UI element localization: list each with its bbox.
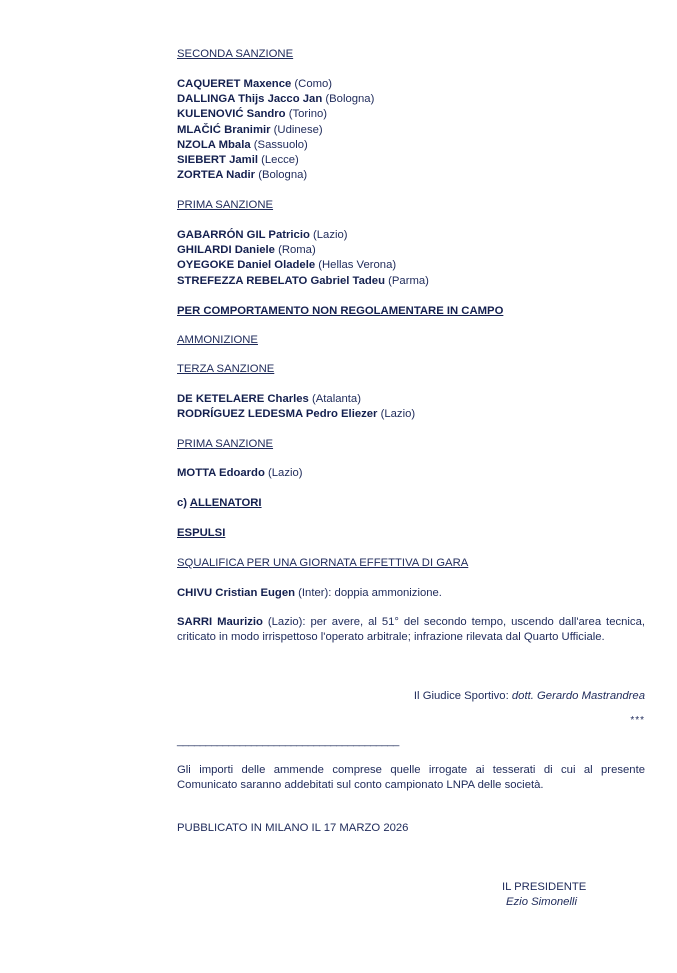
list-item — [177, 228, 429, 243]
list-item — [177, 168, 374, 183]
allenatori-label: ALLENATORI — [189, 497, 262, 509]
player-name: STREFEZZA REBELATO Gabriel Tadeu — [177, 274, 385, 287]
allenatori-prefix: c) — [177, 497, 188, 509]
list-item — [177, 407, 415, 422]
player-club: (Bologna) — [258, 169, 308, 182]
player-club: (Sassuolo) — [253, 138, 308, 151]
coach-name: SARRI Maurizio — [177, 616, 263, 628]
player-name: NZOLA Mbala — [177, 138, 251, 151]
presidente-name: Ezio Simonelli — [506, 896, 577, 908]
player-name: SIEBERT Jamil — [177, 153, 258, 166]
coach-name: CHIVU Cristian Eugen — [177, 587, 296, 599]
list-item — [177, 392, 415, 407]
list-item — [177, 243, 429, 258]
prima-sanzione-2-heading: PRIMA SANZIONE — [177, 438, 274, 450]
publication-date: PUBBLICATO IN MILANO IL 17 MARZO 2026 — [177, 822, 409, 834]
player-name: ZORTEA Nadir — [177, 169, 256, 182]
player-club: (Parma) — [388, 274, 429, 287]
player-club: (Lazio) — [313, 229, 348, 241]
list-item — [177, 77, 374, 92]
stars-divider: *** — [630, 715, 645, 726]
player-club: (Torino) — [288, 108, 328, 121]
player-name: MLAČIĆ Branimir — [177, 123, 271, 136]
allenatori-heading — [177, 496, 262, 511]
chivu-entry — [177, 586, 442, 601]
comportamento-heading: PER COMPORTAMENTO NON REGOLAMENTARE IN CAMPO — [177, 305, 504, 317]
list-item — [177, 123, 374, 138]
player-name: OYEGOKE Daniel Oladele — [177, 259, 316, 272]
ammende-note: Gli importi delle ammende comprese quelle irrogate ai tesserati di cui al presente Comunicato saranno addebitati sul conto campionato LNPA delle società. — [177, 764, 645, 792]
player-club: (Roma) — [278, 244, 316, 257]
terza-sanzione-heading: TERZA SANZIONE — [177, 363, 275, 375]
list-item — [177, 258, 429, 273]
player-name: MOTTA Edoardo — [177, 467, 265, 479]
list-item — [177, 274, 429, 289]
player-club: (Bologna) — [325, 93, 375, 106]
terza-sanzione-list — [177, 392, 415, 422]
player-club: (Hellas Verona) — [318, 259, 397, 272]
squalifica-heading: SQUALIFICA PER UNA GIORNATA EFFETTIVA DI GARA — [177, 557, 469, 569]
espulsi-heading: ESPULSI — [177, 527, 226, 539]
player-name: DALLINGA Thijs Jacco Jan — [177, 93, 323, 106]
ammonizione-heading: AMMONIZIONE — [177, 334, 258, 346]
player-club: (Como) — [294, 78, 333, 90]
player-name: RODRÍGUEZ LEDESMA Pedro Eliezer — [177, 408, 378, 421]
presidente-title: IL PRESIDENTE — [502, 881, 587, 893]
prima-sanzione-2-list — [177, 466, 303, 481]
player-club: (Udinese) — [273, 123, 323, 136]
list-item — [177, 107, 374, 122]
list-item — [177, 138, 374, 153]
giudice-signature — [414, 689, 645, 704]
player-name: GABARRÓN GIL Patricio — [177, 229, 310, 241]
list-item — [177, 466, 303, 481]
coach-reason: (Lazio): per avere, al 51° del secondo tempo, uscendo dall'area tecnica, criticato in modo irrispettoso l'operato arbitrale; infrazione rilevata dal Quarto Ufficiale. — [177, 616, 645, 644]
sarri-entry — [177, 615, 645, 645]
player-name: CAQUERET Maxence — [177, 78, 292, 90]
list-item — [177, 153, 374, 168]
player-club: (Lecce) — [261, 153, 299, 166]
giudice-label: Il Giudice Sportivo: — [413, 690, 509, 702]
player-club: (Lazio) — [380, 408, 416, 421]
prima-sanzione-list — [177, 228, 429, 289]
player-name: GHILARDI Daniele — [177, 244, 275, 257]
list-item — [177, 92, 374, 107]
coach-reason: (Inter): doppia ammonizione. — [298, 587, 442, 599]
player-name: KULENOVIĆ Sandro — [177, 108, 286, 121]
seconda-sanzione-list — [177, 77, 374, 183]
giudice-name: dott. Gerardo Mastrandrea — [511, 690, 645, 702]
separator-line: _______________________________________ — [177, 735, 399, 747]
player-name: DE KETELAERE Charles — [177, 393, 309, 405]
player-club: (Atalanta) — [311, 393, 361, 405]
seconda-sanzione-heading: SECONDA SANZIONE — [177, 48, 294, 60]
player-club: (Lazio) — [268, 467, 303, 479]
prima-sanzione-heading: PRIMA SANZIONE — [177, 199, 274, 211]
